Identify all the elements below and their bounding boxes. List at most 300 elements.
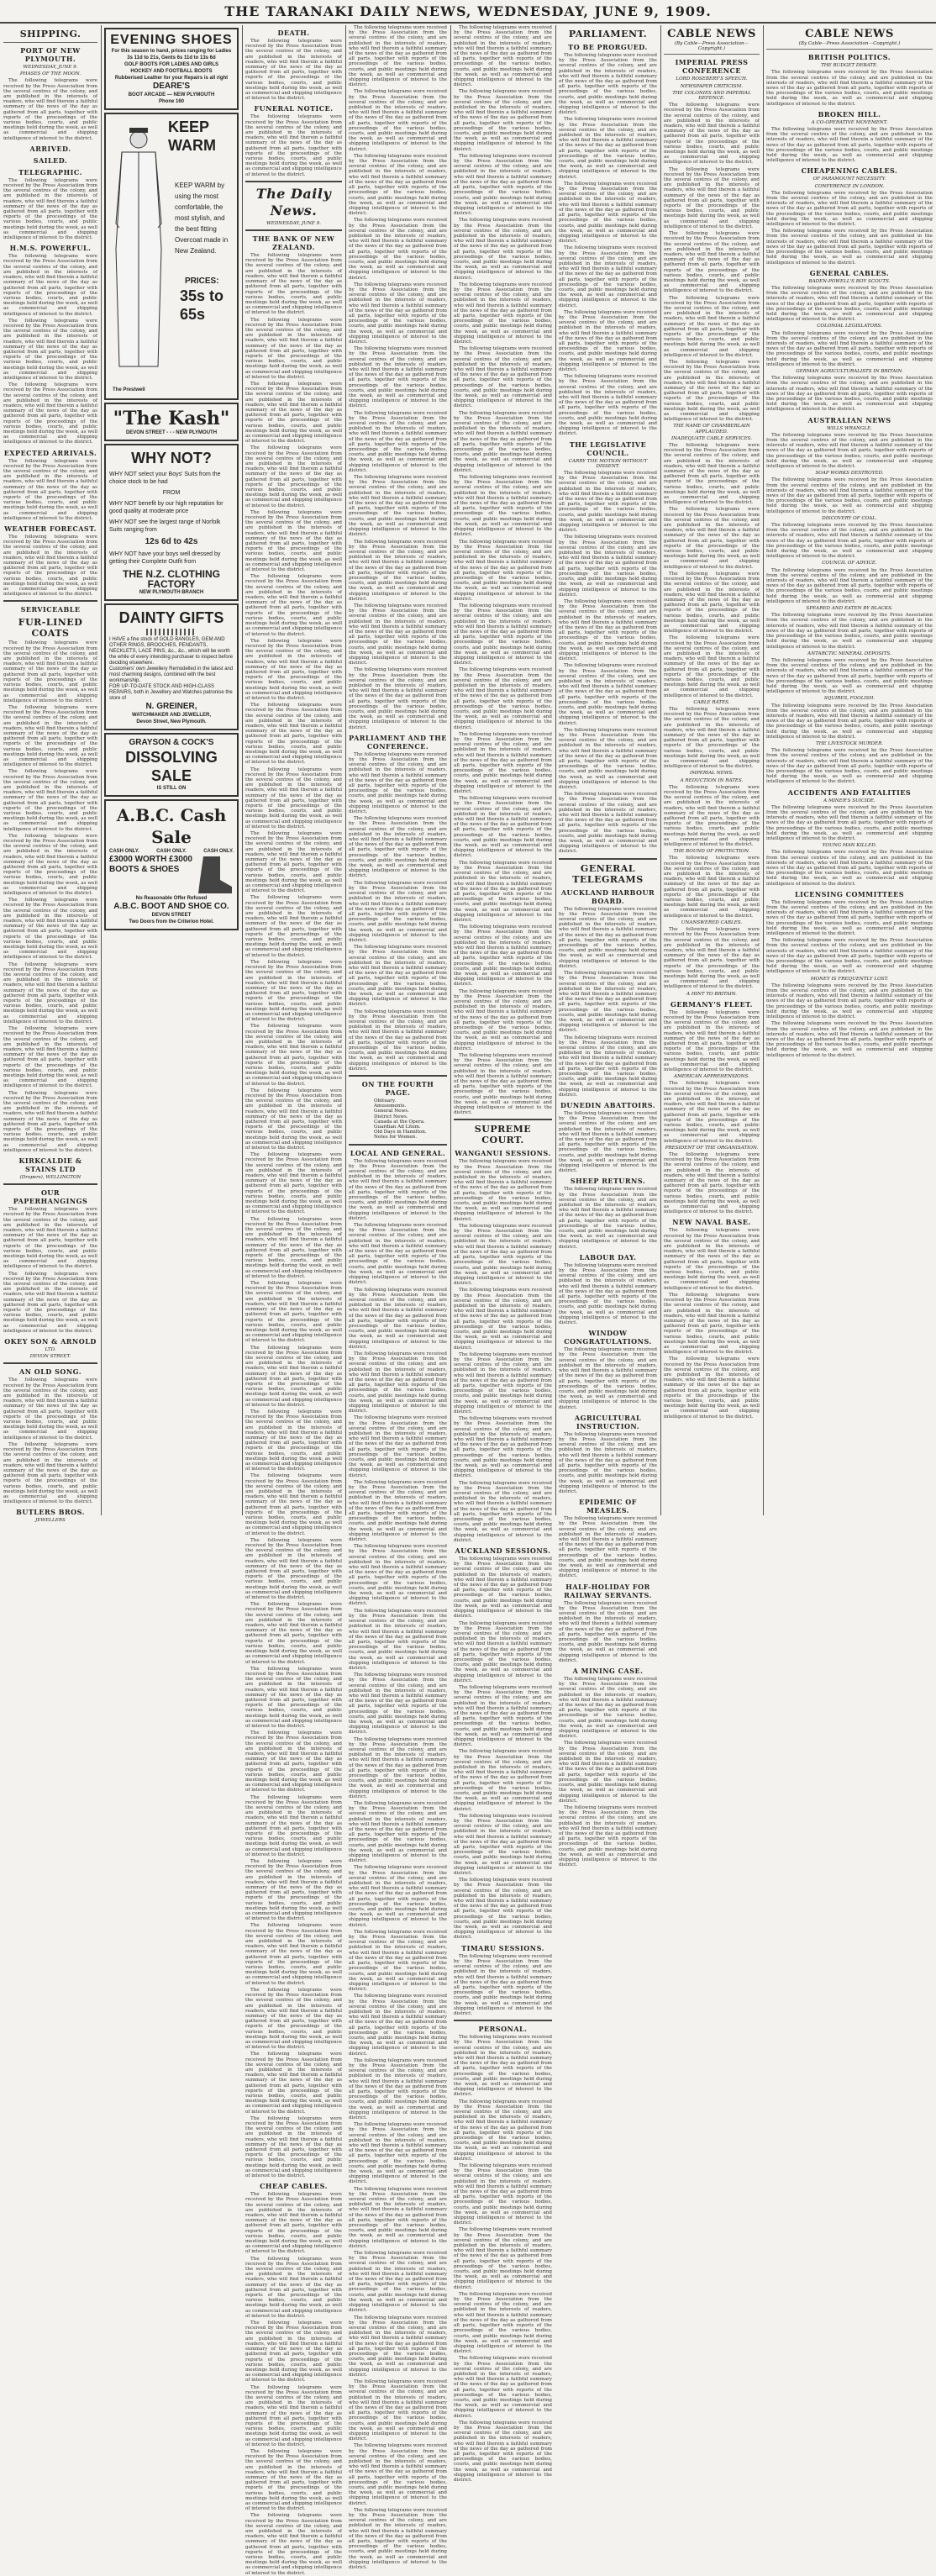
boot-arcade: BOOT ARCADE (128, 92, 166, 97)
filler-text: The following telegrams were received by the Press Association from the several centres of the colony, and are published in the interests of readers, who will find therein a faithful summary of the news of the day as gathered from all parts, together with reports of the proceedings of the various bodies, courts, and public meetings held during the week, as well as commercial and shipping intelligence of interest to the district. (454, 25, 552, 88)
filler-text: The following telegrams were received by the Press Association from the several centres of the colony, and are published in the interests of readers, who will find therein a faithful summary of the news of the day as gathered from all parts, together with reports of the proceedings of the various bodies, courts, and public meetings held during the week, as well as commercial and shipping intelligence of interest to the district. (245, 766, 342, 830)
filler-text: The following telegrams were received by the Press Association from the several centres of the colony, and are published in the interests of readers, who will find therein a faithful summary of the news of the day as gathered from all parts, together with reports of the proceedings of the various bodies, courts, and public meetings held during the week, as well as commercial and shipping intelligence of interest to the district. (766, 229, 933, 266)
filler-text: The following telegrams were received by the Press Association from the several centres of the colony, and are published in the interests of readers, who will find therein a faithful summary of the news of the day as gathered from all parts, together with reports of the proceedings of the various bodies, courts, and public meetings held during the week, as well as commercial and shipping intelligence of interest to the district. (349, 539, 447, 602)
okey-heading: OKEY SON & ARNOLD (4, 1337, 97, 1346)
filler-text: The following telegrams were received by the Press Association from the several centres of the colony, and are published in the interests of readers, who will find therein a faithful summary of the news of the day as gathered from all parts, together with reports of the proceedings of the various bodies, courts, and public meetings held during the week, as well as commercial and shipping intelligence of interest to the district. (3, 898, 97, 961)
column-rule (345, 25, 346, 1515)
filler-text: The following telegrams were received by the Press Association from the several centres of the colony, and are published in the interests of readers, who will find therein a faithful summary of the news of the day as gathered from all parts, together with reports of the proceedings of the various bodies, courts, and public meetings held during the week, as well as commercial and shipping intelligence of interest to the district. (245, 509, 342, 573)
filler-text: The following telegrams were received by the Press Association from the several centres of the colony, and are published in the interests of readers, who will find therein a faithful summary of the news of the day as gathered from all parts, together with reports of the proceedings of the various bodies, courts, and public meetings held during the week, as well as commercial and shipping intelligence of interest to the district. (349, 1673, 447, 1736)
filler-text: The following telegrams were received by the Press Association from the several centres of the colony, and are published in the interests of readers, who will find therein a faithful summary of the news of the day as gathered from all parts, together with reports of the proceedings of the various bodies, courts, and public meetings held during the week, as well as commercial and shipping intelligence of interest to the district. (664, 927, 760, 990)
deare-town: NEW PLYMOUTH (173, 92, 215, 97)
golf-line: GOLF BOOTS FOR LADIES AND GIRLS (124, 62, 219, 67)
filler-text: The following telegrams were received by the Press Association from the several centres of the colony, and are published in the interests of readers, who will find therein a faithful summary of the news of the day as gathered from all parts, together with reports of the proceedings of the various bodies, courts, and public meetings held during the week, as well as commercial and shipping intelligence of interest to the district. (766, 703, 933, 740)
abc-cash-sale-ad (104, 799, 239, 930)
filler-text: The following telegrams were received by the Press Association from the several centres of the colony, and are published in the interests of readers, who will find therein a faithful summary of the news of the day as gathered from all parts, together with reports of the proceedings of the various bodies, courts, and public meetings held during the week, as well as commercial and shipping intelligence of interest to the district. (454, 603, 552, 666)
filler-text: The following telegrams were received by the Press Association from the several centres of the colony, and are published in the interests of readers, who will find therein a faithful summary of the news of the day as gathered from all parts, together with reports of the proceedings of the various bodies, courts, and public meetings held during the week, as well as commercial and shipping intelligence of interest to the district. (766, 982, 933, 1020)
cable-news-heading: CABLE NEWS (805, 28, 894, 40)
imperial-heading: IMPERIAL PRESS CONFERENCE (675, 58, 749, 76)
broken-hill-heading: BROKEN HILL. (818, 109, 881, 119)
filler-text: The following telegrams were received by the Press Association from the several centres of the colony, and are published in the interests of readers, who will find therein a faithful summary of the news of the day as gathered from all parts, together with reports of the proceedings of the various bodies, courts, and public meetings held during the week, as well as commercial and shipping intelligence of interest to the district. (454, 2163, 552, 2226)
conference-heading: CONFERENCE IN LONDON. (814, 183, 885, 189)
filler-text: The following telegrams were received by the Press Association from the several centres of the colony, and are published in the interests of readers, who will find therein a faithful summary of the news of the day as gathered from all parts, together with reports of the proceedings of the various bodies, courts, and public meetings held during the week, as well as commercial and shipping intelligence of interest to the district. (3, 961, 97, 1025)
filler-text: The following telegrams were received by the Press Association from the several centres of the colony, and are published in the interests of readers, who will find therein a faithful summary of the news of the day as gathered from all parts, together with reports of the proceedings of the various bodies, courts, and public meetings held during the week, as well as commercial and shipping intelligence of interest to the district. (559, 1600, 657, 1663)
hint-heading: A HINT TO BRITAIN. (686, 991, 737, 997)
column-advertisements (104, 25, 239, 1515)
filler-text: The following telegrams were received by the Press Association from the several centres of the colony, and are published in the interests of readers, who will find therein a faithful summary of the news of the day as gathered from all parts, together with reports of the proceedings of the various bodies, courts, and public meetings held during the week, as well as commercial and shipping intelligence of interest to the district. (245, 39, 342, 102)
filler-text: The following telegrams were received by the Press Association from the several centres of the colony, and are published in the interests of readers, who will find therein a faithful summary of the news of the day as gathered from all parts, together with reports of the proceedings of the various bodies, courts, and public meetings held during the week, as well as commercial and shipping intelligence of interest to the district. (245, 1859, 342, 1922)
filler-text: The following telegrams were received by the Press Association from the several centres of the colony, and are published in the interests of readers, who will find therein a faithful summary of the news of the day as gathered from all parts, together with reports of the proceedings of the various bodies, courts, and public meetings held during the week, as well as commercial and shipping intelligence of interest to the district. (349, 1929, 447, 1993)
filler-text: The following telegrams were received by the Press Association from the several centres of the colony, and are published in the interests of readers, who will find therein a faithful summary of the news of the day as gathered from all parts, together with reports of the proceedings of the various bodies, courts, and public meetings held during the week, as well as commercial and shipping intelligence of interest to the district. (664, 1009, 760, 1072)
filler-text: The following telegrams were received by the Press Association from the several centres of the colony, and are published in the interests of readers, who will find therein a faithful summary of the news of the day as gathered from all parts, together with reports of the proceedings of the various bodies, courts, and public meetings held during the week, as well as commercial and shipping intelligence of interest to the district. (3, 177, 97, 241)
filler-text: The following telegrams were received by the Press Association from the several centres of the colony, and are published in the interests of readers, who will find therein a faithful summary of the news of the day as gathered from all parts, together with reports of the proceedings of the various bodies, courts, and public meetings held during the week, as well as commercial and shipping intelligence of interest to the district. (454, 1557, 552, 1620)
dainty-up-to-date: FOR UP-TO-DATE STOCK AND HIGH-CLASS REPAIRS, both in Jewellery and Watches patronise the store of (109, 684, 233, 701)
germany-heading: GERMANY'S FLEET. (670, 999, 753, 1009)
imperial-news-heading: IMPERIAL NEWS. (690, 771, 734, 777)
german-heading: GERMAN AGRICULTURALISTS IN BRITAIN. (796, 368, 903, 374)
filler-text: The following telegrams were received by the Press Association from the several centres of the colony, and are published in the interests of readers, who will find therein a faithful summary of the news of the day as gathered from all parts, together with reports of the proceedings of the various bodies, courts, and public meetings held during the week, as well as commercial and shipping intelligence of interest to the district. (3, 78, 97, 141)
filler-text: The following telegrams were received by the Press Association from the several centres of the colony, and are published in the interests of readers, who will find therein a faithful summary of the news of the day as gathered from all parts, together with reports of the proceedings of the various bodies, courts, and public meetings held during the week, as well as commercial and shipping intelligence of interest to the district. (559, 1516, 657, 1579)
filler-text: The following telegrams were received by the Press Association from the several centres of the colony, and are published in the interests of readers, who will find therein a faithful summary of the news of the day as gathered from all parts, together with reports of the proceedings of the various bodies, courts, and public meetings held during the week, as well as commercial and shipping intelligence of interest to the district. (3, 704, 97, 768)
keep-warm-heading: KEEP WARM (168, 119, 216, 154)
okey-address: DEVON STREET. (29, 1354, 71, 1360)
chamberlain-heading: THE NAME OF CHAMBERLAIN APPLAUDED. (673, 424, 750, 435)
parliament-conference-heading: PARLIAMENT AND THE CONFERENCE. (349, 733, 447, 751)
filler-text: The following telegrams were received by the Press Association from the several centres of the colony, and are published in the interests of readers, who will find therein a faithful summary of the news of the day as gathered from all parts, together with reports of the proceedings of the various bodies, courts, and public meetings held during the week, as well as commercial and shipping intelligence of interest to the district. (766, 477, 933, 514)
filler-text: The following telegrams were received by the Press Association from the several centres of the colony, and are published in the interests of readers, who will find therein a faithful summary of the news of the day as gathered from all parts, together with reports of the proceedings of the various bodies, courts, and public meetings held during the week, as well as commercial and shipping intelligence of interest to the district. (349, 1608, 447, 1671)
filler-text: The following telegrams were received by the Press Association from the several centres of the colony, and are published in the interests of readers, who will find therein a faithful summary of the news of the day as gathered from all parts, together with reports of the proceedings of the various bodies, courts, and public meetings held during the week, as well as commercial and shipping intelligence of interest to the district. (245, 2052, 342, 2115)
filler-text: The following telegrams were received by the Press Association from the several centres of the colony, and are published in the interests of readers, who will find therein a faithful summary of the news of the day as gathered from all parts, together with reports of the proceedings of the various bodies, courts, and public meetings held during the week, as well as commercial and shipping intelligence of interest to the district. (245, 1216, 342, 1279)
filler-text: The following telegrams were received by the Press Association from the several centres of the colony, and are published in the interests of readers, who will find therein a faithful summary of the news of the day as gathered from all parts, together with reports of the proceedings of the various bodies, courts, and public meetings held during the week, as well as commercial and shipping intelligence of interest to the district. (245, 253, 342, 316)
filler-text: The following telegrams were received by the Press Association from the several centres of the colony, and are published in the interests of readers, who will find therein a faithful summary of the news of the day as gathered from all parts, together with reports of the proceedings of the various bodies, courts, and public meetings held during the week, as well as commercial and shipping intelligence of interest to the district. (349, 1994, 447, 2057)
fourth-page-list (349, 1098, 447, 1140)
filler-text: The following telegrams were received by the Press Association from the several centres of the colony, and are published in the interests of readers, who will find therein a faithful summary of the news of the day as gathered from all parts, together with reports of the proceedings of the various bodies, courts, and public meetings held during the week, as well as commercial and shipping intelligence of interest to the district. (664, 359, 760, 423)
filler-text: The following telegrams were received by the Press Association from the several centres of the colony, and are published in the interests of readers, who will find therein a faithful summary of the news of the day as gathered from all parts, together with reports of the proceedings of the various bodies, courts, and public meetings held during the week, as well as commercial and shipping intelligence of interest to the district. (3, 1441, 97, 1505)
filler-text: The following telegrams were received by the Press Association from the several centres of the colony, and are published in the interests of readers, who will find therein a faithful summary of the news of the day as gathered from all parts, together with reports of the proceedings of the various bodies, courts, and public meetings held during the week, as well as commercial and shipping intelligence of interest to the district. (245, 2192, 342, 2255)
kirkcaldie-sub: (Drapers), WELLINGTON (19, 1174, 82, 1180)
filler-text: The following telegrams were received by the Press Association from the several centres of the colony, and are published in the interests of readers, who will find therein a faithful summary of the news of the day as gathered from all parts, together with reports of the proceedings of the various bodies, courts, and public meetings held during the week, as well as commercial and shipping intelligence of interest to the district. (766, 899, 933, 937)
daily-news-date: WEDNESDAY, JUNE 9. (266, 220, 321, 226)
filler-text: The following telegrams were received by the Press Association from the several centres of the colony, and are published in the interests of readers, who will find therein a faithful summary of the news of the day as gathered from all parts, together with reports of the proceedings of the various bodies, courts, and public meetings held during the week, as well as commercial and shipping intelligence of interest to the district. (559, 245, 657, 308)
filler-text: The following telegrams were received by the Press Association from the several centres of the colony, and are published in the interests of readers, who will find therein a faithful summary of the news of the day as gathered from all parts, together with reports of the proceedings of the various bodies, courts, and public meetings held during the week, as well as commercial and shipping intelligence of interest to the district. (454, 218, 552, 281)
carry-heading: CARRY THE MOTION WITHOUT DISSENT. (568, 458, 648, 469)
filler-text: The following telegrams were received by the Press Association from the several centres of the colony, and are published in the interests of readers, who will find therein a faithful summary of the news of the day as gathered from all parts, together with reports of the proceedings of the various bodies, courts, and public meetings held during the week, as well as commercial and shipping intelligence of interest to the district. (766, 657, 933, 695)
filler-text: The following telegrams were received by the Press Association from the several centres of the colony, and are published in the interests of readers, who will find therein a faithful summary of the news of the day as gathered from all parts, together with reports of the proceedings of the various bodies, courts, and public meetings held during the week, as well as commercial and shipping intelligence of interest to the district. (454, 1684, 552, 1748)
filler-text: The following telegrams were received by the Press Association from the several centres of the colony, and are published in the interests of readers, who will find therein a faithful summary of the news of the day as gathered from all parts, together with reports of the proceedings of the various bodies, courts, and public meetings held during the week, as well as commercial and shipping intelligence of interest to the district. (454, 1480, 552, 1543)
filler-text: The following telegrams were received by the Press Association from the several centres of the colony, and are published in the interests of readers, who will find therein a faithful summary of the news of the day as gathered from all parts, together with reports of the proceedings of the various bodies, courts, and public meetings held during the week, as well as commercial and shipping intelligence of interest to the district. (454, 2291, 552, 2355)
filler-text: The following telegrams were received by the Press Association from the several centres of the colony, and are published in the interests of readers, who will find therein a faithful summary of the news of the day as gathered from all parts, together with reports of the proceedings of the various bodies, courts, and public meetings held during the week, as well as commercial and shipping intelligence of interest to the district. (245, 831, 342, 894)
dainty-gifts-heading: DAINTY GIFTS (118, 609, 224, 626)
filler-text: The following telegrams were received by the Press Association from the several centres of the colony, and are published in the interests of readers, who will find therein a faithful summary of the news of the day as gathered from all parts, together with reports of the proceedings of the various bodies, courts, and public meetings held during the week, as well as commercial and shipping intelligence of interest to the district. (559, 1110, 657, 1174)
filler-text: The following telegrams were received by the Press Association from the several centres of the colony, and are published in the interests of readers, who will find therein a faithful summary of the news of the day as gathered from all parts, together with reports of the proceedings of the various bodies, courts, and public meetings held during the week, as well as commercial and shipping intelligence of interest to the district. (245, 2256, 342, 2319)
filler-text: The following telegrams were received by the Press Association from the several centres of the colony, and are published in the interests of readers, who will find therein a faithful summary of the news of the day as gathered from all parts, together with reports of the proceedings of the various bodies, courts, and public meetings held during the week, as well as commercial and shipping intelligence of interest to the district. (349, 1223, 447, 1286)
filler-text: The following telegrams were received by the Press Association from the several centres of the colony, and are published in the interests of readers, who will find therein a faithful summary of the news of the day as gathered from all parts, together with reports of the proceedings of the various bodies, courts, and public meetings held during the week, as well as commercial and shipping intelligence of interest to the district. (349, 1009, 447, 1072)
licensing-heading: LICENSING COMMITTEES (795, 889, 904, 898)
why-not-ad (104, 444, 239, 601)
abc-company: A.B.C. BOOT AND SHOE CO. (113, 902, 229, 911)
filler-text: The following telegrams were received by the Press Association from the several centres of the colony, and are published in the interests of readers, who will find therein a faithful summary of the news of the day as gathered from all parts, together with reports of the proceedings of the various bodies, courts, and public meetings held during the week, as well as commercial and shipping intelligence of interest to the district. (664, 507, 760, 570)
filler-text: The following telegrams were received by the Press Association from the several centres of the colony, and are published in the interests of readers, who will find therein a faithful summary of the news of the day as gathered from all parts, together with reports of the proceedings of the various bodies, courts, and public meetings held during the week, as well as commercial and shipping intelligence of interest to the district. (3, 1271, 97, 1334)
filler-text: The following telegrams were received by the Press Association from the several centres of the colony, and are published in the interests of readers, who will find therein a faithful summary of the news of the day as gathered from all parts, together with reports of the proceedings of the various bodies, courts, and public meetings held during the week, as well as commercial and shipping intelligence of interest to the district. (454, 282, 552, 345)
filler-text: The following telegrams were received by the Press Association from the several centres of the colony, and are published in the interests of readers, who will find therein a faithful summary of the news of the day as gathered from all parts, together with reports of the proceedings of the various bodies, courts, and public meetings held during the week, as well as commercial and shipping intelligence of interest to the district. (454, 1159, 552, 1222)
filler-text: The following telegrams were received by the Press Association from the several centres of the colony, and are published in the interests of readers, who will find therein a faithful summary of the news of the day as gathered from all parts, together with reports of the proceedings of the various bodies, courts, and public meetings held during the week, as well as commercial and shipping intelligence of interest to the district. (454, 153, 552, 217)
filler-text: The following telegrams were received by the Press Association from the several centres of the colony, and are published in the interests of readers, who will find therein a faithful summary of the news of the day as gathered from all parts, together with reports of the proceedings of the various bodies, courts, and public meetings held during the week, as well as commercial and shipping intelligence of interest to the district. (3, 1207, 97, 1270)
abc-address-2: Two Doors from the Criterion Hotel. (129, 919, 214, 925)
filler-text: The following telegrams were received by the Press Association from the several centres of the colony, and are published in the interests of readers, who will find therein a faithful summary of the news of the day as gathered from all parts, together with reports of the proceedings of the various bodies, courts, and public meetings held during the week, as well as commercial and shipping intelligence of interest to the district. (349, 1351, 447, 1414)
filler-text: The following telegrams were received by the Press Association from the several centres of the colony, and are published in the interests of readers, who will find therein a faithful summary of the news of the day as gathered from all parts, together with reports of the proceedings of the various bodies, courts, and public meetings held during the week, as well as commercial and shipping intelligence of interest to the district. (245, 895, 342, 958)
filler-text: The following telegrams were received by the Press Association from the several centres of the colony, and are published in the interests of readers, who will find therein a faithful summary of the news of the day as gathered from all parts, together with reports of the proceedings of the various bodies, courts, and public meetings held during the week, as well as commercial and shipping intelligence of interest to the district. (664, 1356, 760, 1420)
accidents-heading: ACCIDENTS AND FATALITIES (787, 788, 912, 797)
abc-boots-shoes: BOOTS & SHOES (109, 865, 180, 874)
dainty-gifts-text: I HAVE a fine stock of GOLD BANGLES, GEM AND OTHER RINGS, BROOCHES, PENDANTS, NECKLETS, LACE PINS, &c., &c., which will be worth the while of every intending purchaser to inspect before deciding elsewhere. (109, 637, 234, 666)
speared-heading: SPEARED AND EATEN BY BLACKS. (806, 606, 893, 612)
filler-text: The following telegrams were received by the Press Association from the several centres of the colony, and are published in the interests of readers, who will find therein a faithful summary of the news of the day as gathered from all parts, together with reports of the proceedings of the various bodies, courts, and public meetings held during the week, as well as commercial and shipping intelligence of interest to the district. (454, 1416, 552, 1479)
filler-text: The following telegrams were received by the Press Association from the several centres of the colony, and are published in the interests of readers, who will find therein a faithful summary of the news of the day as gathered from all parts, together with reports of the proceedings of the various bodies, courts, and public meetings held during the week, as well as commercial and shipping intelligence of interest to the district. (454, 2420, 552, 2483)
filler-text: The following telegrams were received by the Press Association from the several centres of the colony, and are published in the interests of readers, who will find therein a faithful summary of the news of the day as gathered from all parts, together with reports of the proceedings of the various bodies, courts, and public meetings held during the week, as well as commercial and shipping intelligence of interest to the district. (245, 638, 342, 701)
kash-address: DEVON STREET - - - NEW PLYMOUTH (125, 430, 218, 435)
why-not-line-1: WHY NOT select your Boys' Suits from the choice stock to be had (109, 471, 221, 485)
column-shipping (3, 25, 97, 1524)
sailed-heading: SAILED. (33, 155, 68, 165)
australian-news-heading: AUSTRALIAN NEWS (807, 415, 891, 424)
filler-text: The following telegrams were received by the Press Association from the several centres of the colony, and are published in the interests of readers, who will find therein a faithful summary of the news of the day as gathered from all parts, together with reports of the proceedings of the various bodies, courts, and public meetings held during the week, as well as commercial and shipping intelligence of interest to the district. (3, 254, 97, 317)
filler-text: The following telegrams were received by the Press Association from the several centres of the colony, and are published in the interests of readers, who will find therein a faithful summary of the news of the day as gathered from all parts, together with reports of the proceedings of the various bodies, courts, and public meetings held during the week, as well as commercial and shipping intelligence of interest to the district. (559, 906, 657, 969)
filler-text: The following telegrams were received by the Press Association from the several centres of the colony, and are published in the interests of readers, who will find therein a faithful summary of the news of the day as gathered from all parts, together with reports of the proceedings of the various bodies, courts, and public meetings held during the week, as well as commercial and shipping intelligence of interest to the district. (349, 2122, 447, 2185)
column-cable-news-1 (664, 25, 760, 1515)
why-not-line-3: WHY NOT see the largest range of Norfolk Suits ranging from (109, 519, 221, 533)
filler-text: The following telegrams were received by the Press Association from the several centres of the colony, and are published in the interests of readers, who will find therein a faithful summary of the news of the day as gathered from all parts, together with reports of the proceedings of the various bodies, courts, and public meetings held during the week, as well as commercial and shipping intelligence of interest to the district. (349, 153, 447, 217)
filler-text: The following telegrams were received by the Press Association from the several centres of the colony, and are published in the interests of readers, who will find therein a faithful summary of the news of the day as gathered from all parts, together with reports of the proceedings of the various bodies, courts, and public meetings held during the week, as well as commercial and shipping intelligence of interest to the district. (349, 2186, 447, 2249)
squires-heading: SQUIRES, FOOLISH. (823, 696, 876, 702)
overcoat-illustration (109, 123, 168, 375)
filler-text: The following telegrams were received by the Press Association from the several centres of the colony, and are published in the interests of readers, who will find therein a faithful summary of the news of the day as gathered from all parts, together with reports of the proceedings of the various bodies, courts, and public meetings held during the week, as well as commercial and shipping intelligence of interest to the district. (766, 285, 933, 323)
livestock-heading: THE LIVESTOCK MURDER. (815, 740, 884, 746)
paramount-heading: OF PARAMOUNT NECESSITY. (812, 176, 886, 182)
filler-text: The following telegrams were received by the Press Association from the several centres of the colony, and are published in the interests of readers, who will find therein a faithful summary of the news of the day as gathered from all parts, together with reports of the proceedings of the various bodies, courts, and public meetings held during the week, as well as commercial and shipping intelligence of interest to the district. (245, 1923, 342, 1986)
cable-news-sub: (By Cable—Press Association—Copyright.) (798, 41, 901, 46)
wanganui-heading: WANGANUI SESSIONS. (455, 1149, 551, 1158)
fourth-page-item: Notes for Women. (374, 1135, 418, 1140)
filler-text: The following telegrams were received by the Press Association from the several centres of the colony, and are published in the interests of readers, who will find therein a faithful summary of the news of the day as gathered from all parts, together with reports of the proceedings of the various bodies, courts, and public meetings held during the week, as well as commercial and shipping intelligence of interest to the district. (559, 309, 657, 372)
harbour-heading: AUCKLAND HARBOUR BOARD. (560, 888, 655, 905)
cheapening-heading: CHEAPENING CABLES. (801, 166, 898, 176)
filler-text: The following telegrams were received by the Press Association from the several centres of the colony, and are published in the interests of readers, who will find therein a faithful summary of the news of the day as gathered from all parts, together with reports of the proceedings of the various bodies, courts, and public meetings held during the week, as well as commercial and shipping intelligence of interest to the district. (766, 850, 933, 887)
ring-ornament (146, 629, 197, 635)
filler-text: The following telegrams were received by the Press Association from the several centres of the colony, and are published in the interests of readers, who will find therein a faithful summary of the news of the day as gathered from all parts, together with reports of the proceedings of the various bodies, courts, and public meetings held during the week, as well as commercial and shipping intelligence of interest to the district. (454, 410, 552, 473)
column-courts (454, 25, 552, 2483)
daily-news-title: The Daily News. (255, 185, 332, 219)
filler-text: The following telegrams were received by the Press Association from the several centres of the colony, and are published in the interests of readers, who will find therein a faithful summary of the news of the day as gathered from all parts, together with reports of the proceedings of the various bodies, courts, and public meetings held during the week, as well as commercial and shipping intelligence of interest to the district. (349, 1544, 447, 1607)
dissolving-sale-heading: DISSOLVING SALE (125, 749, 218, 784)
port-date: WEDNESDAY, JUNE 9. (23, 65, 78, 70)
filler-text: The following telegrams were received by the Press Association from the several centres of the colony, and are published in the interests of readers, who will find therein a faithful summary of the news of the day as gathered from all parts, together with reports of the proceedings of the various bodies, courts, and public meetings held during the week, as well as commercial and shipping intelligence of interest to the district. (454, 667, 552, 730)
kash-name: "The Kash" (113, 408, 230, 429)
filler-text: The following telegrams were received by the Press Association from the several centres of the colony, and are published in the interests of readers, who will find therein a faithful summary of the news of the day as gathered from all parts, together with reports of the proceedings of the various bodies, courts, and public meetings held during the week, as well as commercial and shipping intelligence of interest to the district. (454, 475, 552, 538)
filler-text: The following telegrams were received by the Press Association from the several centres of the colony, and are published in the interests of readers, who will find therein a faithful summary of the news of the day as gathered from all parts, together with reports of the proceedings of the various bodies, courts, and public meetings held during the week, as well as commercial and shipping intelligence of interest to the district. (349, 89, 447, 152)
port-heading: PORT OF NEW PLYMOUTH. (20, 46, 81, 63)
dissolving-sale-ad (104, 733, 239, 797)
american-heading: AMERICAN APPREHENSIONS. (674, 1074, 749, 1080)
cooperative-heading: A CO-OPERATIVE MOVEMENT. (811, 119, 888, 125)
moon-heading: PHASES OF THE MOON. (19, 71, 82, 77)
column-cable-news-2 (766, 25, 933, 1515)
filler-text: The following telegrams were received by the Press Association from the several centres of the colony, and are published in the interests of readers, who will find therein a faithful summary of the news of the day as gathered from all parts, together with reports of the proceedings of the various bodies, courts, and public meetings held during the week, as well as commercial and shipping intelligence of interest to the district. (3, 382, 97, 445)
filler-text: The following telegrams were received by the Press Association from the several centres of the colony, and are published in the interests of readers, who will find therein a faithful summary of the news of the day as gathered from all parts, together with reports of the proceedings of the various bodies, courts, and public meetings held during the week, as well as commercial and shipping intelligence of interest to the district. (559, 1347, 657, 1410)
young-man-heading: YOUNG MAN KILLED. (822, 843, 877, 849)
filler-text: The following telegrams were received by the Press Association from the several centres of the colony, and are published in the interests of readers, who will find therein a faithful summary of the news of the day as gathered from all parts, together with reports of the proceedings of the various bodies, courts, and public meetings held during the week, as well as commercial and shipping intelligence of interest to the district. (245, 1024, 342, 1087)
filler-text: The following telegrams were received by the Press Association from the several centres of the colony, and are published in the interests of readers, who will find therein a faithful summary of the news of the day as gathered from all parts, together with reports of the proceedings of the various bodies, courts, and public meetings held during the week, as well as commercial and shipping intelligence of interest to the district. (3, 1378, 97, 1441)
filler-text: The following telegrams were received by the Press Association from the several centres of the colony, and are published in the interests of readers, who will find therein a faithful summary of the news of the day as gathered from all parts, together with reports of the proceedings of the various bodies, courts, and public meetings held during the week, as well as commercial and shipping intelligence of interest to the district. (349, 2378, 447, 2442)
filler-text: The following telegrams were received by the Press Association from the several centres of the colony, and are published in the interests of readers, who will find therein a faithful summary of the news of the day as gathered from all parts, together with reports of the proceedings of the various bodies, courts, and public meetings held during the week, as well as commercial and shipping intelligence of interest to the district. (559, 792, 657, 855)
keep-warm-text: KEEP WARM by using the most comfortable, the most stylish, and the best fitting Overcoat made in New Zealand. (175, 182, 229, 255)
hockey-line: HOCKEY AND FOOTBALL BOOTS (130, 69, 213, 74)
why-not-heading: WHY NOT? (131, 450, 212, 466)
filler-text: The following telegrams were received by the Press Association from the several centres of the colony, and are published in the interests of readers, who will find therein a faithful summary of the news of the day as gathered from all parts, together with reports of the proceedings of the various bodies, courts, and public meetings held during the week, as well as commercial and shipping intelligence of interest to the district. (664, 784, 760, 848)
bank-heading: THE BANK OF NEW ZEALAND. (252, 234, 335, 252)
filler-text: The following telegrams were received by the Press Association from the several centres of the colony, and are published in the interests of readers, who will find therein a faithful summary of the news of the day as gathered from all parts, together with reports of the proceedings of the various bodies, courts, and public meetings held during the week, as well as commercial and shipping intelligence of interest to the district. (349, 346, 447, 409)
filler-text: The following telegrams were received by the Press Association from the several centres of the colony, and are published in the interests of readers, who will find therein a faithful summary of the news of the day as gathered from all parts, together with reports of the proceedings of the various bodies, courts, and public meetings held during the week, as well as commercial and shipping intelligence of interest to the district. (766, 938, 933, 975)
filler-text: The following telegrams were received by the Press Association from the several centres of the colony, and are published in the interests of readers, who will find therein a faithful summary of the news of the day as gathered from all parts, together with reports of the proceedings of the various bodies, courts, and public meetings held during the week, as well as commercial and shipping intelligence of interest to the district. (766, 127, 933, 164)
filler-text: The following telegrams were received by the Press Association from the several centres of the colony, and are published in the interests of readers, who will find therein a faithful summary of the news of the day as gathered from all parts, together with reports of the proceedings of the various bodies, courts, and public meetings held during the week, as well as commercial and shipping intelligence of interest to the district. (559, 971, 657, 1034)
filler-text: The following telegrams were received by the Press Association from the several centres of the colony, and are published in the interests of readers, who will find therein a faithful summary of the news of the day as gathered from all parts, together with reports of the proceedings of the various bodies, courts, and public meetings held during the week, as well as commercial and shipping intelligence of interest to the district. (766, 330, 933, 367)
deare-phone: Phone 160 (158, 99, 184, 104)
filler-text: The following telegrams were received by the Press Association from the several centres of the colony, and are published in the interests of readers, who will find therein a faithful summary of the news of the day as gathered from all parts, together with reports of the proceedings of the various bodies, courts, and public meetings held during the week, as well as commercial and shipping intelligence of interest to the district. (245, 317, 342, 380)
deare-name: DEARE'S (152, 82, 191, 91)
filler-text: The following telegrams were received by the Press Association from the several centres of the colony, and are published in the interests of readers, who will find therein a faithful summary of the news of the day as gathered from all parts, together with reports of the proceedings of the various bodies, courts, and public meetings held during the week, as well as commercial and shipping intelligence of interest to the district. (245, 1987, 342, 2051)
filler-text: The following telegrams were received by the Press Association from the several centres of the colony, and are published in the interests of readers, who will find therein a faithful summary of the news of the day as gathered from all parts, together with reports of the proceedings of the various bodies, courts, and public meetings held during the week, as well as commercial and shipping intelligence of interest to the district. (664, 443, 760, 506)
filler-text: The following telegrams were received by the Press Association from the several centres of the colony, and are published in the interests of readers, who will find therein a faithful summary of the news of the day as gathered from all parts, together with reports of the proceedings of the various bodies, courts, and public meetings held during the week, as well as commercial and shipping intelligence of interest to the district. (3, 458, 97, 521)
paperhangings-heading: OUR PAPERHANGINGS (13, 1188, 88, 1206)
filler-text: The following telegrams were received by the Press Association from the several centres of the colony, and are published in the interests of readers, who will find therein a faithful summary of the news of the day as gathered from all parts, together with reports of the proceedings of the various bodies, courts, and public meetings held during the week, as well as commercial and shipping intelligence of interest to the district. (454, 2227, 552, 2290)
column-rule (660, 25, 661, 1515)
money-heading: MONEY IS FREQUENTLY LOST. (810, 976, 889, 982)
filler-text: The following telegrams were received by the Press Association from the several centres of the colony, and are published in the interests of readers, who will find therein a faithful summary of the news of the day as gathered from all parts, together with reports of the proceedings of the various bodies, courts, and public meetings held during the week, as well as commercial and shipping intelligence of interest to the district. (559, 535, 657, 598)
old-song-heading: AN OLD SONG. (18, 1367, 82, 1377)
fourth-page-item: Amusements. (374, 1104, 407, 1109)
funeral-heading: FUNERAL NOTICE. (254, 104, 334, 113)
filler-text: The following telegrams were received by the Press Association from the several centres of the colony, and are published in the interests of readers, who will find therein a faithful summary of the news of the day as gathered from all parts, together with reports of the proceedings of the various bodies, courts, and public meetings held during the week, as well as commercial and shipping intelligence of interest to the district. (245, 2448, 342, 2512)
filler-text: The following telegrams were received by the Press Association from the several centres of the colony, and are published in the interests of readers, who will find therein a faithful summary of the news of the day as gathered from all parts, together with reports of the proceedings of the various bodies, courts, and public meetings held during the week, as well as commercial and shipping intelligence of interest to the district. (349, 2507, 447, 2571)
furlined-heading: FUR-LINED COATS (18, 617, 83, 640)
filler-text: The following telegrams were received by the Press Association from the several centres of the colony, and are published in the interests of readers, who will find therein a faithful summary of the news of the day as gathered from all parts, together with reports of the proceedings of the various bodies, courts, and public meetings held during the week, as well as commercial and shipping intelligence of interest to the district. (349, 945, 447, 1008)
colonial-heading: COLONIAL LEGISLATORS. (817, 324, 882, 329)
butler-sub: JEWELLERS (35, 1518, 66, 1524)
filler-text: The following telegrams were received by the Press Association from the several centres of the colony, and are published in the interests of readers, who will find therein a faithful summary of the news of the day as gathered from all parts, together with reports of the proceedings of the various bodies, courts, and public meetings held during the week, as well as commercial and shipping intelligence of interest to the district. (349, 410, 447, 473)
filler-text: The following telegrams were received by the Press Association from the several centres of the colony, and are published in the interests of readers, who will find therein a faithful summary of the news of the day as gathered from all parts, together with reports of the proceedings of the various bodies, courts, and public meetings held during the week, as well as commercial and shipping intelligence of interest to the district. (454, 731, 552, 795)
general-cables-heading: GENERAL CABLES. (809, 268, 890, 277)
filler-text: The following telegrams were received by the Press Association from the several centres of the colony, and are published in the interests of readers, who will find therein a faithful summary of the news of the day as gathered from all parts, together with reports of the proceedings of the various bodies, courts, and public meetings held during the week, as well as commercial and shipping intelligence of interest to the district. (454, 925, 552, 988)
filler-text: The following telegrams were received by the Press Association from the several centres of the colony, and are published in the interests of readers, who will find therein a faithful summary of the news of the day as gathered from all parts, together with reports of the proceedings of the various bodies, courts, and public meetings held during the week, as well as commercial and shipping intelligence of interest to the district. (766, 613, 933, 650)
filler-text: The following telegrams were received by the Press Association from the several centres of the colony, and are published in the interests of readers, who will find therein a faithful summary of the news of the day as gathered from all parts, together with reports of the proceedings of the various bodies, courts, and public meetings held during the week, as well as commercial and shipping intelligence of interest to the district. (559, 471, 657, 534)
wills-heading: WILLS WRANGLE. (827, 425, 872, 431)
newspaper-heading: NEWSPAPER CRITICISM. (680, 83, 744, 89)
budget-heading: THE BUDGET DEBATE. (821, 63, 878, 69)
death-heading: DEATH. (277, 29, 310, 37)
powerful-heading: H.M.S. POWERFUL. (9, 244, 92, 253)
filler-text: The following telegrams were received by the Press Association from the several centres of the colony, and are published in the interests of readers, who will find therein a faithful summary of the news of the day as gathered from all parts, together with reports of the proceedings of the various bodies, courts, and public meetings held during the week, as well as commercial and shipping intelligence of interest to the district. (664, 231, 760, 294)
filler-text: The following telegrams were received by the Press Association from the several centres of the colony, and are published in the interests of readers, who will find therein a faithful summary of the news of the day as gathered from all parts, together with reports of the proceedings of the various bodies, courts, and public meetings held during the week, as well as commercial and shipping intelligence of interest to the district. (766, 567, 933, 604)
filler-text: The following telegrams were received by the Press Association from the several centres of the colony, and are published in the interests of readers, who will find therein a faithful summary of the news of the day as gathered from all parts, together with reports of the proceedings of the various bodies, courts, and public meetings held during the week, as well as commercial and shipping intelligence of interest to the district. (349, 2251, 447, 2314)
expected-heading: EXPECTED ARRIVALS. (3, 448, 97, 457)
cable-news-heading: CABLE NEWS (667, 28, 756, 40)
shipping-heading: SHIPPING. (19, 29, 82, 40)
fourth-page-item: Guardian Ad Litem. (374, 1125, 421, 1130)
filler-text: The following telegrams were received by the Press Association from the several centres of the colony, and are published in the interests of readers, who will find therein a faithful summary of the news of the day as gathered from all parts, together with reports of the proceedings of the various bodies, courts, and public meetings held during the week, as well as commercial and shipping intelligence of interest to the district. (349, 282, 447, 345)
filler-text: The following telegrams were received by the Press Association from the several centres of the colony, and are published in the interests of readers, who will find therein a faithful summary of the news of the day as gathered from all parts, together with reports of the proceedings of the various bodies, courts, and public meetings held during the week, as well as commercial and shipping intelligence of interest to the district. (559, 1035, 657, 1098)
reduction-heading: A REDUCTION IN RATES. (680, 777, 744, 783)
window-heading: WINDOW CONGRATULATIONS. (564, 1329, 652, 1346)
parliament-heading: PARLIAMENT. (568, 29, 648, 40)
filler-text: The following telegrams were received by the Press Association from the several centres of the colony, and are published in the interests of readers, who will find therein a faithful summary of the news of the day as gathered from all parts, together with reports of the proceedings of the various bodies, courts, and public meetings held during the week, as well as commercial and shipping intelligence of interest to the district. (664, 1152, 760, 1215)
column-editorial (245, 25, 342, 2576)
filler-text: The following telegrams were received by the Press Association from the several centres of the colony, and are published in the interests of readers, who will find therein a faithful summary of the news of the day as gathered from all parts, together with reports of the proceedings of the various bodies, courts, and public meetings held during the week, as well as commercial and shipping intelligence of interest to the district. (454, 1223, 552, 1287)
filler-text: The following telegrams were received by the Press Association from the several centres of the colony, and are published in the interests of readers, who will find therein a faithful summary of the news of the day as gathered from all parts, together with reports of the proceedings of the various bodies, courts, and public meetings held during the week, as well as commercial and shipping intelligence of interest to the district. (349, 2443, 447, 2506)
column-rule (450, 25, 451, 1515)
column-local (349, 25, 447, 2571)
inadequate-heading: INADEQUATE CABLE SERVICES. (670, 435, 753, 441)
cable-news-sub: (By Cable—Press Association—Copyright.) (674, 41, 749, 52)
fourth-page-item: District News. (374, 1114, 408, 1119)
filler-text: The following telegrams were received by the Press Association from the several centres of the colony, and are published in the interests of readers, who will find therein a faithful summary of the news of the day as gathered from all parts, together with reports of the proceedings of the various bodies, courts, and public meetings held during the week, as well as commercial and shipping intelligence of interest to the district. (245, 1088, 342, 1151)
filler-text: The following telegrams were received by the Press Association from the several centres of the colony, and are published in the interests of readers, who will find therein a faithful summary of the news of the day as gathered from all parts, together with reports of the proceedings of the various bodies, courts, and public meetings held during the week, as well as commercial and shipping intelligence of interest to the district. (245, 2321, 342, 2384)
filler-text: The following telegrams were received by the Press Association from the several centres of the colony, and are published in the interests of readers, who will find therein a faithful summary of the news of the day as gathered from all parts, together with reports of the proceedings of the various bodies, courts, and public meetings held during the week, as well as commercial and shipping intelligence of interest to the district. (766, 748, 933, 785)
filler-text: The following telegrams were received by the Press Association from the several centres of the colony, and are published in the interests of readers, who will find therein a faithful summary of the news of the day as gathered from all parts, together with reports of the proceedings of the various bodies, courts, and public meetings held during the week, as well as commercial and shipping intelligence of interest to the district. (245, 114, 342, 177)
abc-boots-worth: £3000 WORTH £3000 (109, 855, 192, 864)
serviceable-heading: SERVICEABLE (20, 605, 81, 614)
filler-text: The following telegrams were received by the Press Association from the several centres of the colony, and are published in the interests of readers, who will find therein a faithful summary of the news of the day as gathered from all parts, together with reports of the proceedings of the various bodies, courts, and public meetings held during the week, as well as commercial and shipping intelligence of interest to the district. (454, 1288, 552, 1351)
half-holiday-heading: HALF-HOLIDAY FOR RAILWAY SERVANTS. (564, 1582, 652, 1599)
filler-text: The following telegrams were received by the Press Association from the several centres of the colony, and are published in the interests of readers, who will find therein a faithful summary of the news of the day as gathered from all parts, together with reports of the proceedings of the various bodies, courts, and public meetings held during the week, as well as commercial and shipping intelligence of interest to the district. (766, 804, 933, 841)
why-not-line-4: WHY NOT have your boys well dressed by getting their Complete Outfit from (109, 551, 221, 565)
filler-text: The following telegrams were received by the Press Association from the several centres of the colony, and are published in the interests of readers, who will find therein a faithful summary of the news of the day as gathered from all parts, together with reports of the proceedings of the various bodies, courts, and public meetings held during the week, as well as commercial and shipping intelligence of interest to the district. (3, 535, 97, 598)
filler-text: The following telegrams were received by the Press Association from the several centres of the colony, and are published in the interests of readers, who will find therein a faithful summary of the news of the day as gathered from all parts, together with reports of the proceedings of the various bodies, courts, and public meetings held during the week, as well as commercial and shipping intelligence of interest to the district. (349, 218, 447, 281)
fourth-page-item: Old Days in Hamilton. (374, 1130, 427, 1135)
dunedin-heading: DUNEDIN ABATTOIRS. (560, 1100, 656, 1109)
filler-text: The following telegrams were received by the Press Association from the several centres of the colony, and are published in the interests of readers, who will find therein a faithful summary of the news of the day as gathered from all parts, together with reports of the proceedings of the various bodies, courts, and public meetings held during the week, as well as commercial and shipping intelligence of interest to the district. (245, 1473, 342, 1536)
filler-text: The following telegrams were received by the Press Association from the several centres of the colony, and are published in the interests of readers, who will find therein a faithful summary of the news of the day as gathered from all parts, together with reports of the proceedings of the various bodies, courts, and public meetings held during the week, as well as commercial and shipping intelligence of interest to the district. (245, 1602, 342, 1665)
prices-value: 35s to 65s (180, 287, 224, 323)
local-general-heading: LOCAL AND GENERAL. (350, 1148, 446, 1157)
filler-text: The following telegrams were received by the Press Association from the several centres of the colony, and are published in the interests of readers, who will find therein a faithful summary of the news of the day as gathered from all parts, together with reports of the proceedings of the various bodies, courts, and public meetings held during the week, as well as commercial and shipping intelligence of interest to the district. (454, 89, 552, 152)
greiner-name: N. GREINER, (145, 702, 197, 711)
filler-text: The following telegrams were received by the Press Association from the several centres of the colony, and are published in the interests of readers, who will find therein a faithful summary of the news of the day as gathered from all parts, together with reports of the proceedings of the various bodies, courts, and public meetings held during the week, as well as commercial and shipping intelligence of interest to the district. (664, 295, 760, 358)
column-parliament (559, 25, 657, 1868)
filler-text: The following telegrams were received by the Press Association from the several centres of the colony, and are published in the interests of readers, who will find therein a faithful summary of the news of the day as gathered from all parts, together with reports of the proceedings of the various bodies, courts, and public meetings held during the week, as well as commercial and shipping intelligence of interest to the district. (349, 816, 447, 879)
filler-text: The following telegrams were received by the Press Association from the several centres of the colony, and are published in the interests of readers, who will find therein a faithful summary of the news of the day as gathered from all parts, together with reports of the proceedings of the various bodies, courts, and public meetings held during the week, as well as commercial and shipping intelligence of interest to the district. (766, 523, 933, 560)
greiner-trade: WATCHMAKER AND JEWELLER, (132, 713, 211, 718)
filler-text: The following telegrams were received by the Press Association from the several centres of the colony, and are published in the interests of readers, who will find therein a faithful summary of the news of the day as gathered from all parts, together with reports of the proceedings of the various bodies, courts, and public meetings held during the week, as well as commercial and shipping intelligence of interest to the district. (245, 381, 342, 445)
filler-text: The following telegrams were received by the Press Association from the several centres of the colony, and are published in the interests of readers, who will find therein a faithful summary of the news of the day as gathered from all parts, together with reports of the proceedings of the various bodies, courts, and public meetings held during the week, as well as commercial and shipping intelligence of interest to the district. (349, 2057, 447, 2120)
rubber-line: Rubberised Leather for your Repairs is all right (114, 76, 229, 81)
sheep-heading: SHEEP RETURNS. (570, 1177, 646, 1186)
evening-shoes-ad: EVENING SHOES For this season to hand, prices ranging for Ladies 3s 11d to 21s, Gents 6s 11d to 13s 6d GOLF BOOTS FOR LADIES AND GIRLS HOCKEY AND FOOTBALL BOOTS Rubberised Leather for your Repairs is all right DEARE'S BOOT ARCADE — NEW PLYMOUTH Phone 160 (104, 28, 239, 110)
boot-illustration (195, 855, 234, 895)
filler-text: The following telegrams were received by the Press Association from the several centres of the colony, and are published in the interests of readers, who will find therein a faithful summary of the news of the day as gathered from all parts, together with reports of the proceedings of the various bodies, courts, and public meetings held during the week, as well as commercial and shipping intelligence of interest to the district. (664, 1081, 760, 1144)
fourth-page-item: Obituary. (374, 1098, 397, 1104)
supreme-court-heading: SUPREME COURT. (474, 1124, 532, 1146)
dainty-customers: Customers' own Jewellery Remodelled in the latest and most charming designs, combined with the best workmanship. (109, 666, 234, 683)
filler-text: The following telegrams were received by the Press Association from the several centres of the colony, and are published in the interests of readers, who will find therein a faithful summary of the news of the day as gathered from all parts, together with reports of the proceedings of the various bodies, courts, and public meetings held during the week, as well as commercial and shipping intelligence of interest to the district. (559, 1677, 657, 1740)
abc-heading: A.B.C. Cash Sale (116, 805, 227, 847)
greiner-address: Devon Street, New Plymouth. (136, 719, 207, 724)
filler-text: The following telegrams were received by the Press Association from the several centres of the colony, and are published in the interests of readers, who will find therein a faithful summary of the news of the day as gathered from all parts, together with reports of the proceedings of the various bodies, courts, and public meetings held during the week, as well as commercial and shipping intelligence of interest to the district. (349, 1865, 447, 1928)
filler-text: The following telegrams were received by the Press Association from the several centres of the colony, and are published in the interests of readers, who will find therein a faithful summary of the news of the day as gathered from all parts, together with reports of the proceedings of the various bodies, courts, and public meetings held during the week, as well as commercial and shipping intelligence of interest to the district. (349, 1736, 447, 1799)
filler-text: The following telegrams were received by the Press Association from the several centres of the colony, and are published in the interests of readers, who will find therein a faithful summary of the news of the day as gathered from all parts, together with reports of the proceedings of the various bodies, courts, and public meetings held during the week, as well as commercial and shipping intelligence of interest to the district. (349, 1287, 447, 1350)
filler-text: The following telegrams were received by the Press Association from the several centres of the colony, and are published in the interests of readers, who will find therein a faithful summary of the news of the day as gathered from all parts, together with reports of the proceedings of the various bodies, courts, and public meetings held during the week, as well as commercial and shipping intelligence of interest to the district. (3, 833, 97, 897)
filler-text: The following telegrams were received by the Press Association from the several centres of the colony, and are published in the interests of readers, who will find therein a faithful summary of the news of the day as gathered from all parts, together with reports of the proceedings of the various bodies, courts, and public meetings held during the week, as well as commercial and shipping intelligence of interest to the district. (664, 706, 760, 770)
filler-text: The following telegrams were received by the Press Association from the several centres of the colony, and are published in the interests of readers, who will find therein a faithful summary of the news of the day as gathered from all parts, together with reports of the proceedings of the various bodies, courts, and public meetings held during the week, as well as commercial and shipping intelligence of interest to the district. (349, 1158, 447, 1221)
filler-text: The following telegrams were received by the Press Association from the several centres of the colony, and are published in the interests of readers, who will find therein a faithful summary of the news of the day as gathered from all parts, together with reports of the proceedings of the various bodies, courts, and public meetings held during the week, as well as commercial and shipping intelligence of interest to the district. (245, 1345, 342, 1408)
filler-text: The following telegrams were received by the Press Association from the several centres of the colony, and are published in the interests of readers, who will find therein a faithful summary of the news of the day as gathered from all parts, together with reports of the proceedings of the various bodies, courts, and public meetings held during the week, as well as commercial and shipping intelligence of interest to the district. (559, 181, 657, 245)
filler-text: The following telegrams were received by the Press Association from the several centres of the colony, and are published in the interests of readers, who will find therein a faithful summary of the news of the day as gathered from all parts, together with reports of the proceedings of the various bodies, courts, and public meetings held during the week, as well as commercial and shipping intelligence of interest to the district. (454, 1620, 552, 1683)
why-not-line-2: WHY NOT benefit by our high reputation for good quality at moderate price (109, 501, 223, 514)
filler-text: The following telegrams were received by the Press Association from the several centres of the colony, and are published in the interests of readers, who will find therein a faithful summary of the news of the day as gathered from all parts, together with reports of the proceedings of the various bodies, courts, and public meetings held during the week, as well as commercial and shipping intelligence of interest to the district. (245, 445, 342, 508)
filler-text: The following telegrams were received by the Press Association from the several centres of the colony, and are published in the interests of readers, who will find therein a faithful summary of the news of the day as gathered from all parts, together with reports of the proceedings of the various bodies, courts, and public meetings held during the week, as well as commercial and shipping intelligence of interest to the district. (349, 1801, 447, 1864)
fourth-page-item: Canada at the Opera. (374, 1119, 425, 1125)
filler-text: The following telegrams were received by the Press Association from the several centres of the colony, and are published in the interests of readers, who will find therein a faithful summary of the news of the day as gathered from all parts, together with reports of the proceedings of the various bodies, courts, and public meetings held during the week, as well as commercial and shipping intelligence of interest to the district. (559, 598, 657, 662)
filler-text: The following telegrams were received by the Press Association from the several centres of the colony, and are published in the interests of readers, who will find therein a faithful summary of the news of the day as gathered from all parts, together with reports of the proceedings of the various bodies, courts, and public meetings held during the week, as well as commercial and shipping intelligence of interest to the district. (454, 1813, 552, 1877)
measles-heading: EPIDEMIC OF MEASLES. (579, 1498, 637, 1515)
filler-text: The following telegrams were received by the Press Association from the several centres of the colony, and are published in the interests of readers, who will find therein a faithful summary of the news of the day as gathered from all parts, together with reports of the proceedings of the various bodies, courts, and public meetings held during the week, as well as commercial and shipping intelligence of interest to the district. (454, 2099, 552, 2162)
filler-text: The following telegrams were received by the Press Association from the several centres of the colony, and are published in the interests of readers, who will find therein a faithful summary of the news of the day as gathered from all parts, together with reports of the proceedings of the various bodies, courts, and public meetings held during the week, as well as commercial and shipping intelligence of interest to the district. (664, 856, 760, 919)
kirkcaldie-heading: KIRKCALDIE & STAINS LTD (18, 1156, 82, 1173)
filler-text: The following telegrams were received by the Press Association from the several centres of the colony, and are published in the interests of readers, who will find therein a faithful summary of the news of the day as gathered from all parts, together with reports of the proceedings of the various bodies, courts, and public meetings held during the week, as well as commercial and shipping intelligence of interest to the district. (766, 432, 933, 469)
abc-no-offer-refused: No Reasonable Offer Refused (135, 896, 208, 901)
filler-text: The following telegrams were received by the Press Association from the several centres of the colony, and are published in the interests of readers, who will find therein a faithful summary of the news of the day as gathered from all parts, together with reports of the proceedings of the various bodies, courts, and public meetings held during the week, as well as commercial and shipping intelligence of interest to the district. (245, 2513, 342, 2576)
filler-text: The following telegrams were received by the Press Association from the several centres of the colony, and are published in the interests of readers, who will find therein a faithful summary of the news of the day as gathered from all parts, together with reports of the proceedings of the various bodies, courts, and public meetings held during the week, as well as commercial and shipping intelligence of interest to the district. (349, 751, 447, 815)
column-rule (763, 25, 764, 1515)
filler-text: The following telegrams were received by the Press Association from the several centres of the colony, and are published in the interests of readers, who will find therein a faithful summary of the news of the day as gathered from all parts, together with reports of the proceedings of the various bodies, courts, and public meetings held during the week, as well as commercial and shipping intelligence of interest to the district. (245, 1794, 342, 1857)
why-not-from: FROM (162, 490, 181, 496)
filler-text: The following telegrams were received by the Press Association from the several centres of the colony, and are published in the interests of readers, who will find therein a faithful summary of the news of the day as gathered from all parts, together with reports of the proceedings of the various bodies, courts, and public meetings held during the week, as well as commercial and shipping intelligence of interest to the district. (559, 53, 657, 116)
timaru-heading: TIMARU SESSIONS. (461, 1943, 544, 1952)
mining-heading: A MINING CASE. (572, 1667, 644, 1676)
masthead: THE TARANAKI DAILY NEWS, WEDNESDAY, JUNE 9, 1909. (0, 0, 936, 24)
cash-only-1: CASH ONLY. (109, 849, 139, 854)
why-not-price: 12s 6d to 42s (145, 537, 198, 546)
filler-text: The following telegrams were received by the Press Association from the several centres of the colony, and are published in the interests of readers, who will find therein a faithful summary of the news of the day as gathered from all parts, together with reports of the proceedings of the various bodies, courts, and public meetings held during the week, as well as commercial and shipping intelligence of interest to the district. (559, 663, 657, 726)
personal-heading: PERSONAL. (478, 2025, 528, 2034)
filler-text: The following telegrams were received by the Press Association from the several centres of the colony, and are published in the interests of readers, who will find therein a faithful summary of the news of the day as gathered from all parts, together with reports of the proceedings of the various bodies, courts, and public meetings held during the week, as well as commercial and shipping intelligence of interest to the district. (454, 1351, 552, 1414)
scouts-heading: BADEN-POWELL'S BOY SCOUTS. (808, 278, 891, 284)
filler-text: The following telegrams were received by the Press Association from the several centres of the colony, and are published in the interests of readers, who will find therein a faithful summary of the news of the day as gathered from all parts, together with reports of the proceedings of the various bodies, courts, and public meetings held during the week, as well as commercial and shipping intelligence of interest to the district. (664, 166, 760, 229)
filler-text: The following telegrams were received by the Press Association from the several centres of the colony, and are published in the interests of readers, who will find therein a faithful summary of the news of the day as gathered from all parts, together with reports of the proceedings of the various bodies, courts, and public meetings held during the week, as well as commercial and shipping intelligence of interest to the district. (245, 959, 342, 1023)
filler-text: The following telegrams were received by the Press Association from the several centres of the colony, and are published in the interests of readers, who will find therein a faithful summary of the news of the day as gathered from all parts, together with reports of the proceedings of the various bodies, courts, and public meetings held during the week, as well as commercial and shipping intelligence of interest to the district. (454, 796, 552, 859)
filler-text: The following telegrams were received by the Press Association from the several centres of the colony, and are published in the interests of readers, who will find therein a faithful summary of the news of the day as gathered from all parts, together with reports of the proceedings of the various bodies, courts, and public meetings held during the week, as well as commercial and shipping intelligence of interest to the district. (349, 603, 447, 666)
british-politics-heading: BRITISH POLITICS. (807, 53, 891, 62)
prorogued-heading: TO BE PRORGUED. (568, 43, 648, 51)
still-on: IS STILL ON (156, 786, 187, 791)
filler-text: The following telegrams were received by the Press Association from the several centres of the colony, and are published in the interests of readers, who will find therein a faithful summary of the news of the day as gathered from all parts, together with reports of the proceedings of the various bodies, courts, and public meetings held during the week, as well as commercial and shipping intelligence of interest to the district. (3, 318, 97, 381)
filler-text: The following telegrams were received by the Press Association from the several centres of the colony, and are published in the interests of readers, who will find therein a faithful summary of the news of the day as gathered from all parts, together with reports of the proceedings of the various bodies, courts, and public meetings held during the week, as well as commercial and shipping intelligence of interest to the district. (454, 539, 552, 602)
filler-text: The following telegrams were received by the Press Association from the several centres of the colony, and are published in the interests of readers, who will find therein a faithful summary of the news of the day as gathered from all parts, together with reports of the proceedings of the various bodies, courts, and public meetings held during the week, as well as commercial and shipping intelligence of interest to the district. (349, 880, 447, 943)
filler-text: The following telegrams were received by the Press Association from the several centres of the colony, and are published in the interests of readers, who will find therein a faithful summary of the news of the day as gathered from all parts, together with reports of the proceedings of the various bodies, courts, and public meetings held during the week, as well as commercial and shipping intelligence of interest to the district. (349, 667, 447, 730)
kash-ad (104, 403, 239, 441)
filler-text: The following telegrams were received by the Press Association from the several centres of the colony, and are published in the interests of readers, who will find therein a faithful summary of the news of the day as gathered from all parts, together with reports of the proceedings of the various bodies, courts, and public meetings held during the week, as well as commercial and shipping intelligence of interest to the district. (454, 2035, 552, 2098)
miners-heading: A MINER'S SUICIDE. (823, 798, 876, 803)
filler-text: The following telegrams were received by the Press Association from the several centres of the colony, and are published in the interests of readers, who will find therein a faithful summary of the news of the day as gathered from all parts, together with reports of the proceedings of the various bodies, courts, and public meetings held during the week, as well as commercial and shipping intelligence of interest to the district. (664, 635, 760, 698)
cash-only-3: CASH ONLY. (203, 849, 234, 854)
column-rule (242, 25, 243, 1515)
filler-text: The following telegrams were received by the Press Association from the several centres of the colony, and are published in the interests of readers, who will find therein a faithful summary of the news of the day as gathered from all parts, together with reports of the proceedings of the various bodies, courts, and public meetings held during the week, as well as commercial and shipping intelligence of interest to the district. (454, 988, 552, 1051)
filler-text: The following telegrams were received by the Press Association from the several centres of the colony, and are published in the interests of readers, who will find therein a faithful summary of the news of the day as gathered from all parts, together with reports of the proceedings of the various bodies, courts, and public meetings held during the week, as well as commercial and shipping intelligence of interest to the district. (454, 1053, 552, 1116)
grayson-name: GRAYSON & COCK'S (129, 738, 214, 747)
filler-text: The following telegrams were received by the Press Association from the several centres of the colony, and are published in the interests of readers, who will find therein a faithful summary of the news of the day as gathered from all parts, together with reports of the proceedings of the various bodies, courts, and public meetings held during the week, as well as commercial and shipping intelligence of interest to the district. (245, 1152, 342, 1215)
okey-sub: LTD. (45, 1347, 56, 1353)
filler-text: The following telegrams were received by the Press Association from the several centres of the colony, and are published in the interests of readers, who will find therein a faithful summary of the news of the day as gathered from all parts, together with reports of the proceedings of the various bodies, courts, and public meetings held during the week, as well as commercial and shipping intelligence of interest to the district. (245, 574, 342, 637)
filler-text: The following telegrams were received by the Press Association from the several centres of the colony, and are published in the interests of readers, who will find therein a faithful summary of the news of the day as gathered from all parts, together with reports of the proceedings of the various bodies, courts, and public meetings held during the week, as well as commercial and shipping intelligence of interest to the district. (245, 2384, 342, 2447)
filler-text: The following telegrams were received by the Press Association from the several centres of the colony, and are published in the interests of readers, who will find therein a faithful summary of the news of the day as gathered from all parts, together with reports of the proceedings of the various bodies, courts, and public meetings held during the week, as well as commercial and shipping intelligence of interest to the district. (664, 1292, 760, 1356)
fourth-page-item: General News. (374, 1109, 409, 1114)
